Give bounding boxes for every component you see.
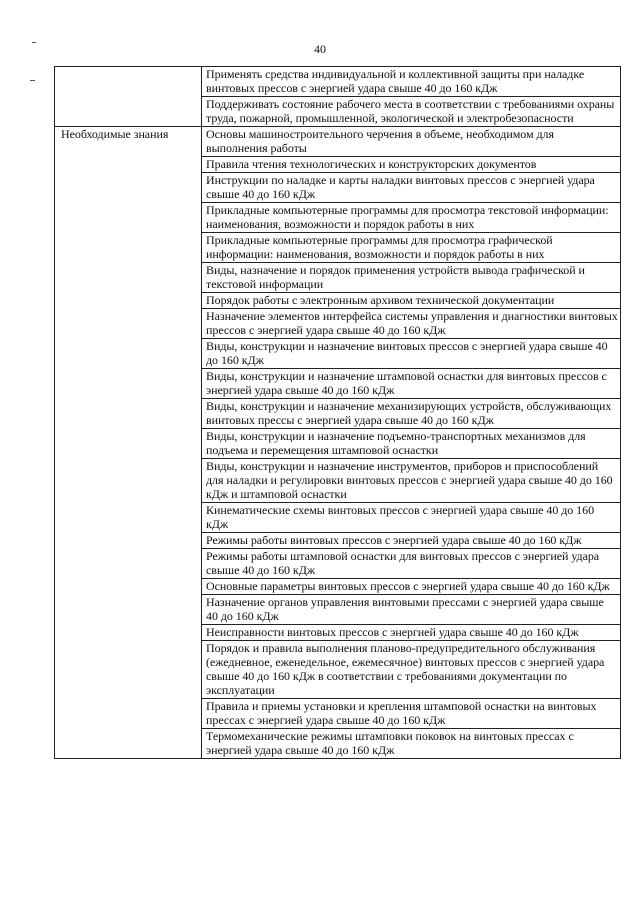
scan-mark-bottom	[30, 80, 35, 81]
content-cell: Виды, конструкции и назначение винтовых прессов с энергией удара свыше 40 до 160 кДж	[202, 339, 621, 369]
content-cell: Правила чтения технологических и конструкторских документов	[202, 157, 621, 173]
content-cell: Кинематические схемы винтовых прессов с энергией удара свыше 40 до 160 кДж	[202, 503, 621, 533]
content-cell: Применять средства индивидуальной и коллективной защиты при наладке винтовых прессов с энергией удара свыше 40 до 160 кДж	[202, 67, 621, 97]
content-cell: Порядок работы с электронным архивом технической документации	[202, 293, 621, 309]
scan-mark-top	[32, 42, 36, 43]
content-cell: Порядок и правила выполнения планово-предупредительного обслуживания (ежедневное, еженедельное, ежемесячное) винтовых прессов с энергией удара свыше 40 до 160 кДж в соответствии с требованиями документации по эксплуатации	[202, 641, 621, 699]
content-cell: Виды, конструкции и назначение штамповой оснастки для винтовых прессов с энергией удара свыше 40 до 160 кДж	[202, 369, 621, 399]
content-cell: Виды, конструкции и назначение механизирующих устройств, обслуживающих винтовых прессы с энергией удара свыше 40 до 160 кДж	[202, 399, 621, 429]
content-cell: Режимы работы штамповой оснастки для винтовых прессов с энергией удара свыше 40 до 160 кДж	[202, 549, 621, 579]
content-cell: Основы машиностроительного черчения в объеме, необходимом для выполнения работы	[202, 127, 621, 157]
label-cell-empty	[55, 67, 202, 127]
requirements-table	[54, 66, 621, 759]
content-cell: Инструкции по наладке и карты наладки винтовых прессов с энергией удара свыше 40 до 160 кДж	[202, 173, 621, 203]
content-cell: Поддерживать состояние рабочего места в соответствии с требованиями охраны труда, пожарной, промышленной, экологической и электробезопасности	[202, 97, 621, 127]
content-cell: Неисправности винтовых прессов с энергией удара свыше 40 до 160 кДж	[202, 625, 621, 641]
knowledge-label: Необходимые знания	[55, 127, 202, 759]
content-cell: Назначение органов управления винтовыми прессами с энергией удара свыше 40 до 160 кДж	[202, 595, 621, 625]
content-cell: Режимы работы винтовых прессов с энергией удара свыше 40 до 160 кДж	[202, 533, 621, 549]
content-cell: Термомеханические режимы штамповки поковок на винтовых прессах с энергией удара свыше 40 до 160 кДж	[202, 729, 621, 759]
table-row	[55, 67, 621, 97]
content-cell: Назначение элементов интерфейса системы управления и диагностики винтовых прессов с энергией удара свыше 40 до 160 кДж	[202, 309, 621, 339]
page-number: 40	[314, 42, 326, 56]
content-cell: Виды, конструкции и назначение инструментов, приборов и приспособлений для наладки и регулировки винтовых прессов с энергией удара свыше 40 до 160 кДж и штамповой оснастки	[202, 459, 621, 503]
content-cell: Виды, назначение и порядок применения устройств вывода графической и текстовой информации	[202, 263, 621, 293]
content-cell: Правила и приемы установки и крепления штамповой оснастки на винтовых прессах с энергией удара свыше 40 до 160 кДж	[202, 699, 621, 729]
table-row	[55, 127, 621, 157]
content-cell: Виды, конструкции и назначение подъемно-транспортных механизмов для подъема и перемещения штамповой оснастки	[202, 429, 621, 459]
content-cell: Прикладные компьютерные программы для просмотра текстовой информации: наименования, возможности и порядок работы в них	[202, 203, 621, 233]
content-cell: Прикладные компьютерные программы для просмотра графической информации: наименования, возможности и порядок работы в них	[202, 233, 621, 263]
content-cell: Основные параметры винтовых прессов с энергией удара свыше 40 до 160 кДж	[202, 579, 621, 595]
